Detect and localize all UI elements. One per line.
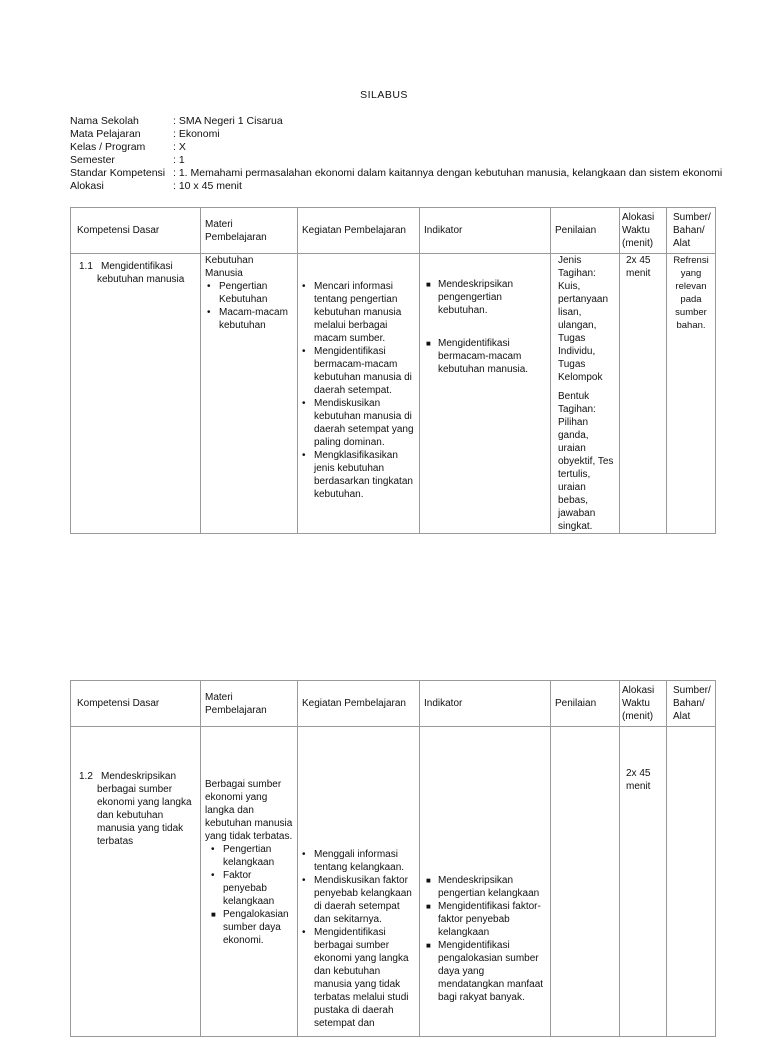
list-item-text: Mendeskripsikan pengengertian kebutuhan.: [438, 279, 514, 316]
list-item: • Mengklasifikasikan jenis kebutuhan berdasarkan tingkatan kebutuhan.: [302, 450, 413, 500]
kegiatan-cell: [298, 254, 420, 534]
meta-row-class: [70, 141, 750, 154]
header-alokasi-line: (menit): [622, 238, 654, 249]
header-penilaian: Penilaian: [551, 681, 620, 727]
alokasi-text: 2x 45 menit: [626, 255, 651, 279]
list-item: • Mencari informasi tentang pengertian kebutuhan manusia melalui berbagai macam sumber.: [302, 281, 402, 344]
list-item-text: Mendeskripsikan pengertian kelangkaan: [438, 875, 540, 899]
meta-value: : Ekonomi: [173, 128, 220, 140]
materi-title: Berbagai sumber ekonomi yang langka dan kebutuhan manusia yang tidak terbatas.: [205, 779, 293, 842]
meta-key: Standar Kompetensi: [70, 167, 166, 179]
kd-number: 1.1: [79, 261, 93, 272]
header-kd: Kompetensi Dasar: [71, 681, 201, 727]
list-item: • Mengidentifikasi berbagai sumber ekonomi yang langka dan kebutuhan manusia yang tidak terbatas melalui studi pustaka di daerah setempat dan: [302, 927, 409, 1029]
kd-cell: [71, 254, 201, 534]
meta-value: : X: [173, 141, 186, 153]
meta-row-subject: [70, 128, 750, 141]
indikator-cell: [420, 254, 551, 534]
penilaian-text: Jenis Tagihan: Kuis, pertanyaan lisan, ulangan, Tugas Individu, Tugas Kelompok: [558, 255, 609, 383]
list-item-text: Macam-macam kebutuhan: [219, 307, 288, 331]
syllabus-table-2: [70, 680, 716, 1037]
list-item-text: Pengertian Kebutuhan: [219, 281, 268, 305]
header-alokasi: [620, 681, 667, 727]
list-item: ■ Mengidentifikasi pengalokasian sumber daya yang mendatangkan manfaat bagi rakyat banyak.: [426, 940, 544, 1003]
header-sumber: [667, 681, 716, 727]
list-item-text: Mengklasifikasikan jenis kebutuhan berdasarkan tingkatan kebutuhan.: [314, 450, 413, 500]
meta-row-semester: [70, 154, 750, 167]
header-sumber-line: Bahan/: [673, 225, 705, 236]
list-item-text: Mengidentifikasi pengalokasian sumber daya yang mendatangkan manfaat bagi rakyat banyak.: [438, 940, 544, 1003]
list-item: • Mengidentifikasi bermacam-macam kebutuhan manusia di daerah setempat.: [302, 346, 412, 396]
meta-row-school: [70, 115, 750, 128]
materi-cell: [201, 727, 298, 1037]
header-kegiatan: Kegiatan Pembelajaran: [298, 681, 420, 727]
header-sumber: [667, 208, 716, 254]
alokasi-cell: [620, 254, 667, 534]
list-item: ■ Mengidentifikasi bermacam-macam kebutuhan manusia.: [426, 338, 529, 375]
list-item-text: Mendiskusikan faktor penyebab kelangkaan di daerah setempat dan sekitarnya.: [314, 875, 412, 925]
list-item-text: Mendiskusikan kebutuhan manusia di daerah setempat yang paling dominan.: [314, 398, 414, 448]
penilaian-cell: [551, 727, 620, 1037]
materi-title: Kebutuhan Manusia: [205, 255, 254, 279]
list-item-text: Mengidentifikasi berbagai sumber ekonomi yang langka dan kebutuhan manusia yang tidak terbatas melalui studi pustaka di daerah setempat dan: [314, 927, 409, 1029]
list-item: • Mendiskusikan faktor penyebab kelangkaan di daerah setempat dan sekitarnya.: [302, 875, 412, 925]
list-item: ■ Mengidentifikasi faktor-faktor penyebab kelangkaan: [426, 901, 541, 938]
list-item-text: Faktor penyebab kelangkaan: [223, 870, 275, 907]
header-kegiatan: Kegiatan Pembelajaran: [298, 208, 420, 254]
sumber-cell: [667, 727, 716, 1037]
table-row: [71, 727, 716, 1037]
kegiatan-cell: [298, 727, 420, 1037]
list-item-text: Mencari informasi tentang pengertian kebutuhan manusia melalui berbagai macam sumber.: [314, 281, 402, 344]
header-sumber-line: Sumber/: [673, 212, 711, 223]
list-item-text: Mengidentifikasi bermacam-macam kebutuhan manusia.: [438, 338, 529, 375]
document-title: SILABUS: [360, 89, 408, 101]
meta-row-allocation: [70, 180, 750, 193]
meta-value: : 10 x 45 menit: [173, 180, 242, 192]
header-alokasi-line: Waktu: [622, 225, 650, 236]
header-indikator: Indikator: [420, 681, 551, 727]
header-materi: [201, 208, 298, 254]
meta-row-standard: [70, 167, 750, 180]
list-item: ■ Mendeskripsikan pengengertian kebutuhan.: [426, 279, 514, 316]
penilaian-cell: [551, 254, 620, 534]
sumber-text: Refrensi yang relevan pada sumber bahan.: [673, 255, 709, 331]
header-materi-line: Pembelajaran: [205, 704, 267, 716]
kd-cell: [71, 727, 201, 1037]
table-row: [71, 254, 716, 534]
kd-text: Mengidentifikasi: [101, 261, 173, 272]
penilaian-text: Bentuk Tagihan: Pilihan ganda, uraian obyektif, Tes tertulis, uraian bebas, jawaban singkat.: [558, 391, 614, 532]
list-item-text: Pengalokasian sumber daya ekonomi.: [223, 909, 289, 946]
syllabus-meta: [70, 115, 750, 193]
header-materi: [201, 681, 298, 727]
meta-key: Mata Pelajaran: [70, 128, 141, 140]
header-sumber-line: Sumber/: [673, 685, 711, 696]
header-alokasi-line: Alokasi: [622, 685, 655, 696]
list-item: • Mendiskusikan kebutuhan manusia di daerah setempat yang paling dominan.: [302, 398, 414, 448]
syllabus-table-1: [70, 207, 716, 534]
list-item: • Faktor penyebab kelangkaan: [211, 870, 275, 907]
list-item: ■ Pengalokasian sumber daya ekonomi.: [211, 909, 289, 946]
table-header-row: [71, 208, 716, 254]
header-penilaian: Penilaian: [551, 208, 620, 254]
indikator-cell: [420, 727, 551, 1037]
materi-cell: [201, 254, 298, 534]
header-alokasi-line: (menit): [622, 711, 654, 722]
header-materi-line: Materi: [205, 691, 233, 703]
header-alokasi-line: Alokasi: [622, 212, 655, 223]
meta-key: Kelas / Program: [70, 141, 146, 153]
meta-key: Alokasi: [70, 180, 104, 192]
alokasi-text: 2x 45 menit: [626, 768, 651, 792]
alokasi-cell: [620, 727, 667, 1037]
sumber-cell: [667, 254, 716, 534]
header-sumber-line: Bahan/: [673, 698, 705, 709]
meta-value: : SMA Negeri 1 Cisarua: [173, 115, 283, 127]
header-alokasi: [620, 208, 667, 254]
header-indikator: Indikator: [420, 208, 551, 254]
list-item: • Macam-macam kebutuhan: [207, 307, 288, 331]
header-materi-line: Pembelajaran: [205, 231, 267, 243]
list-item-text: Mengidentifikasi bermacam-macam kebutuhan manusia di daerah setempat.: [314, 346, 412, 396]
list-item-text: Pengertian kelangkaan: [223, 844, 275, 868]
list-item-text: Mengidentifikasi faktor-faktor penyebab kelangkaan: [438, 901, 541, 938]
kd-number: 1.2: [79, 771, 93, 782]
header-sumber-line: Alat: [673, 238, 691, 249]
header-sumber-line: Alat: [673, 711, 691, 722]
list-item: • Pengertian kelangkaan: [211, 844, 275, 868]
kd-text: Mendeskripsikan: [101, 771, 177, 782]
header-alokasi-line: Waktu: [622, 698, 650, 709]
meta-value: : 1. Memahami permasalahan ekonomi dalam kaitannya dengan kebutuhan manusia, kelangkaan dan sistem ekonomi: [173, 167, 723, 179]
kd-text: kebutuhan manusia: [97, 274, 185, 285]
table-header-row: [71, 681, 716, 727]
meta-value: : 1: [173, 154, 185, 166]
list-item: • Menggali informasi tentang kelangkaan.: [302, 849, 405, 873]
header-kd: Kompetensi Dasar: [71, 208, 201, 254]
list-item-text: Menggali informasi tentang kelangkaan.: [314, 849, 405, 873]
list-item: • Pengertian Kebutuhan: [207, 281, 268, 305]
meta-key: Semester: [70, 154, 115, 166]
list-item: ■ Mendeskripsikan pengertian kelangkaan: [426, 875, 540, 899]
header-materi-line: Materi: [205, 218, 233, 230]
meta-key: Nama Sekolah: [70, 115, 139, 127]
kd-text: berbagai sumber ekonomi yang langka dan kebutuhan manusia yang tidak terbatas: [97, 784, 192, 847]
